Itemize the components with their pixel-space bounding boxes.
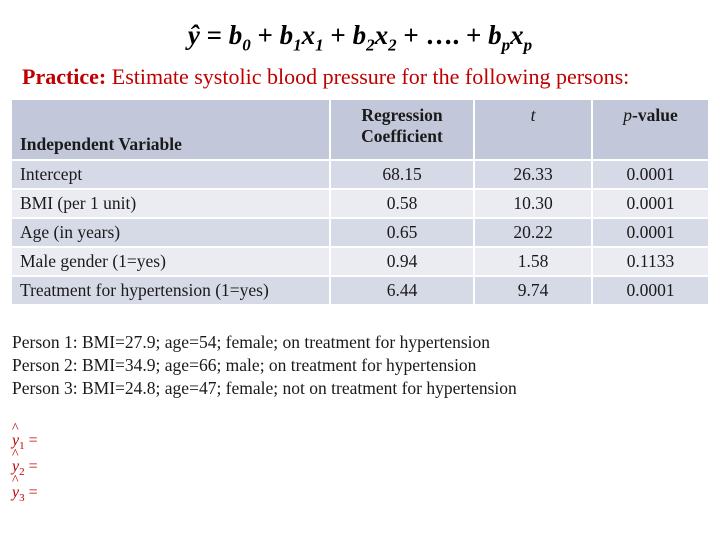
formula-ellipsis: + …. +	[396, 20, 489, 50]
hat-mark: ^	[12, 447, 19, 462]
formula-xp: x	[510, 20, 524, 50]
y-letter: y	[12, 432, 20, 449]
table-row	[12, 189, 708, 218]
header-t-label: t	[530, 105, 536, 125]
header-p-italic: p	[623, 105, 633, 125]
cell-coefficient: 0.94	[330, 247, 474, 276]
person-1-description: Person 1: BMI=27.9; age=54; female; on treatment for hypertension	[12, 332, 491, 352]
estimate-equals: =	[24, 484, 38, 501]
cell-t: 10.30	[474, 189, 592, 218]
practice-text: Estimate systolic blood pressure for the following persons:	[106, 64, 630, 89]
cell-p: 0.0001	[592, 276, 708, 305]
cell-variable: Male gender (1=yes)	[12, 247, 330, 276]
regression-table	[12, 100, 708, 306]
cell-t: 26.33	[474, 160, 592, 189]
formula-x2: x	[374, 20, 389, 50]
cell-coefficient: 6.44	[330, 276, 474, 305]
cell-coefficient: 0.65	[330, 218, 474, 247]
formula-b0-sub: 0	[242, 35, 251, 55]
table-row	[12, 160, 708, 189]
header-p-rest: -value	[632, 105, 678, 125]
formula-plus-2: +	[323, 20, 353, 50]
person-2-description: Person 2: BMI=34.9; age=66; male; on treatment for hypertension	[12, 355, 477, 375]
table-row	[12, 218, 708, 247]
header-coef-line1: Regression	[361, 105, 443, 125]
formula-bp-sub: p	[501, 35, 511, 55]
cell-coefficient: 68.15	[330, 160, 474, 189]
header-regression-coefficient	[330, 100, 474, 160]
cell-p: 0.0001	[592, 218, 708, 247]
estimate-row-3	[12, 473, 38, 506]
y-letter: y	[12, 484, 20, 501]
header-t	[474, 100, 592, 160]
y-letter: y	[12, 458, 20, 475]
cell-coefficient: 0.58	[330, 189, 474, 218]
formula-b1-sub: 1	[293, 35, 302, 55]
estimate-subscript: 2	[19, 466, 25, 479]
estimate-equals: =	[24, 432, 38, 449]
hat-mark: ^	[12, 473, 19, 488]
estimate-equals: =	[24, 458, 38, 475]
formula-b1: b	[279, 20, 294, 50]
cell-variable: Age (in years)	[12, 218, 330, 247]
formula-b2-sub: 2	[366, 35, 375, 55]
cell-t: 9.74	[474, 276, 592, 305]
regression-formula	[0, 20, 720, 55]
cell-variable: BMI (per 1 unit)	[12, 189, 330, 218]
formula-lhs: ŷ	[187, 20, 200, 50]
persons-list	[12, 331, 517, 400]
formula-plus-1: +	[250, 20, 280, 50]
formula-x1: x	[301, 20, 316, 50]
table-header-row	[12, 100, 708, 160]
cell-variable: Treatment for hypertension (1=yes)	[12, 276, 330, 305]
table-row	[12, 276, 708, 305]
cell-variable: Intercept	[12, 160, 330, 189]
formula-x2-sub: 2	[388, 35, 397, 55]
formula-b0: b	[228, 20, 243, 50]
cell-p: 0.1133	[592, 247, 708, 276]
formula-b2: b	[352, 20, 367, 50]
person-3-description: Person 3: BMI=24.8; age=47; female; not on treatment for hypertension	[12, 378, 517, 398]
cell-p: 0.0001	[592, 160, 708, 189]
estimate-subscript: 3	[19, 492, 25, 505]
estimates-list	[12, 421, 38, 506]
estimate-subscript: 1	[19, 440, 25, 453]
cell-p: 0.0001	[592, 189, 708, 218]
header-p-value	[592, 100, 708, 160]
header-independent-variable: Independent Variable	[12, 100, 330, 160]
formula-equals: =	[199, 20, 229, 50]
practice-label: Practice:	[22, 64, 107, 89]
table-row	[12, 247, 708, 276]
formula-xp-sub: p	[523, 35, 533, 55]
y-hat-symbol	[12, 473, 20, 506]
cell-t: 20.22	[474, 218, 592, 247]
hat-mark: ^	[12, 421, 19, 436]
header-coef-line2: Coefficient	[361, 126, 443, 146]
formula-bp: b	[488, 20, 502, 50]
formula-x1-sub: 1	[315, 35, 324, 55]
cell-t: 1.58	[474, 247, 592, 276]
practice-prompt	[22, 64, 629, 90]
